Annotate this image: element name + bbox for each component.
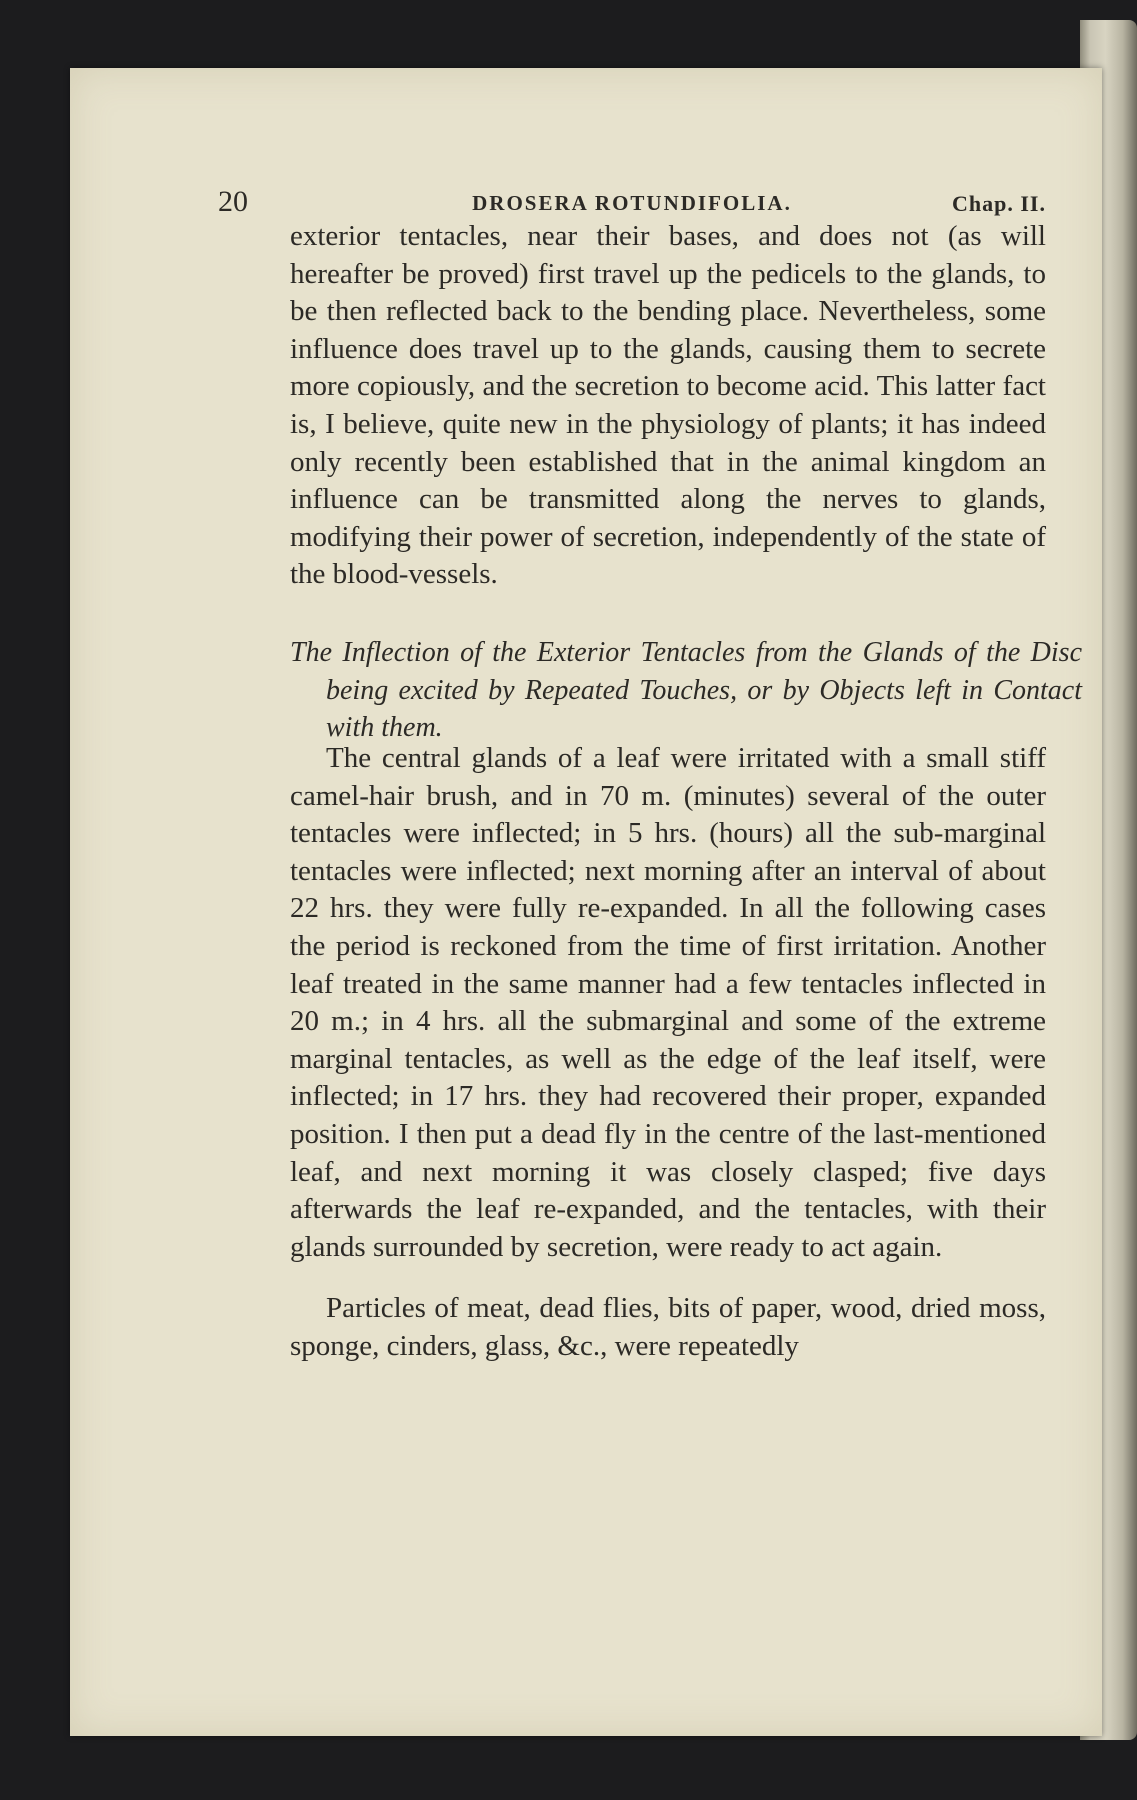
paragraph-brush-irritation: The central glands of a leaf were irritated with a small stiff camel-hair brush, and in 70 m. (minutes) several of the outer tentacles were inflected; in 5 hrs. (hours) all the sub-marginal tentacles were inflected; next morning after an interval of about 22 hrs. they were fully re-expanded. In all the following cases the period is reckoned from the time of first irritation. Another leaf treated in the same manner had a few tentacles inflected in 20 m.; in 4 hrs. all the submarginal and some of the extreme marginal tentacles, as well as the edge of the leaf itself, were inflected; in 17 hrs. they had recovered their proper, expanded position. I then put a dead fly in the centre of the last-mentioned leaf, and next morning it was closely clasped; five days afterwards the leaf re-expanded, and the tentacles, with their glands surrounded by secretion, were ready to act again. — [290, 742, 1046, 1263]
page-number: 20 — [218, 185, 248, 218]
chapter-label: Chap. II. — [952, 191, 1046, 216]
section-heading: The Inflection of the Exterior Tentacles from the Glands of the Disc being excited by Repeated Touches, or by Objects left in Contact with them. — [290, 637, 1082, 744]
paragraph-continuation: exterior tentacles, near their bases, and does not (as will hereafter be proved) first travel up the pedicels to the glands, to be then reflected back to the bending place. Nevertheless, some influence does travel up to the glands, causing them to secrete more copiously, and the secretion to become acid. This latter fact is, I believe, quite new in the physiology of plants; it has indeed only recently been established that in the animal kingdom an influence can be transmitted along the nerves to glands, modifying their power of secretion, independently of the state of the blood-vessels. — [290, 220, 1046, 591]
paragraph-particles: Particles of meat, dead flies, bits of paper, wood, dried moss, sponge, cinders, glass, &c., were repeatedly — [290, 1292, 1046, 1362]
running-title: DROSERA ROTUNDIFOLIA. — [472, 191, 792, 215]
